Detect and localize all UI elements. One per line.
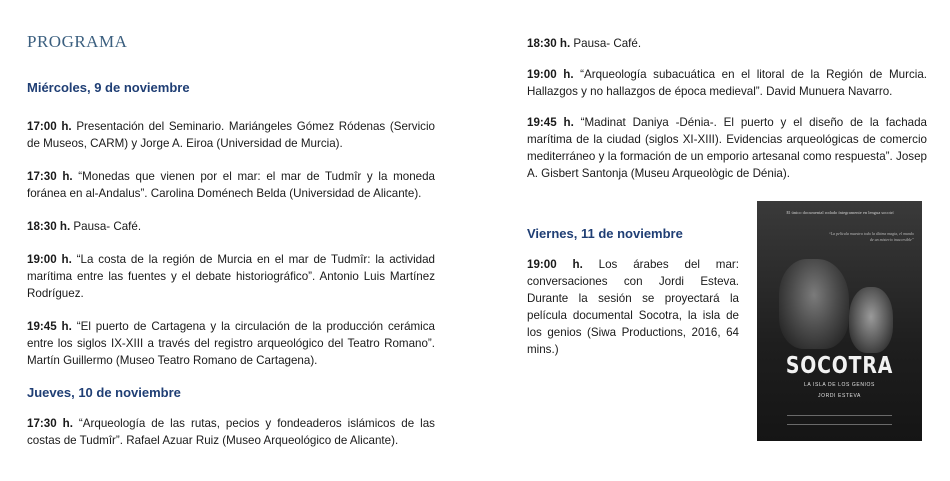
entry-text: Pausa- Café. [570,37,642,50]
entry-time: 18:30 h. [27,220,71,233]
program-entry [527,256,739,358]
entry-text: “Arqueología subacuática en el litoral de la Región de Murcia. Hallazgos y no hallazgos de época medieval”. David Munuera Navarro. [527,68,927,98]
entry-time: 19:00 h. [527,258,583,271]
poster-tagline: El único documental rodado íntegramente en lengua socotrí [786,210,894,215]
page-heading: PROGRAMA [27,32,128,51]
entry-time: 19:00 h. [27,253,72,266]
entry-time: 19:45 h. [527,116,574,129]
day-heading-thursday: Jueves, 10 de noviembre [27,385,181,400]
day-heading-friday: Viernes, 11 de noviembre [527,226,683,241]
entry-time: 17:30 h. [27,170,73,183]
entry-text: “El puerto de Cartagena y la circulación de la producción cerámica entre los siglos IX-XIII a través del registro arqueológico del Teatro Romano”. Martín Guillermo (Museo Teatro Romano de Cartagena). [27,320,435,367]
poster-quote: “La película muestra todo la última magia, el mundo de un misterio inaccesible” [828,231,914,242]
poster-photo-girl [849,287,893,353]
entry-text: Pausa- Café. [70,220,142,233]
program-entry [27,218,435,235]
entry-time: 18:30 h. [527,37,571,50]
entry-time: 19:45 h. [27,320,72,333]
poster-photo-man [779,259,849,349]
entry-text: “Madinat Daniya -Dénia-. El puerto y el diseño de la fachada marítima de la ciudad (siglos XI-XIII). Evidencias arqueológicas de comercio mediterráneo y la formación de un emporio artesanal como respuesta”. Josep A. Gisbert Santonja (Museu Arqueològic de Dénia). [527,116,927,180]
entry-text: “Monedas que vienen por el mar: el mar de Tudmîr y la moneda foránea en al-Andalus”. Carolina Doménech Belda (Universidad de Alicante). [27,170,435,200]
program-entry [27,168,435,202]
poster-title: SOCOTRA [785,353,894,379]
program-entry [27,415,435,449]
program-entry [27,251,435,302]
entry-text: Los árabes del mar: conversaciones con Jordi Esteva. Durante la sesión se proyectará la película documental Socotra, la isla de los genios (Siwa Productions, 2016, 64 mins.) [527,258,739,356]
entry-text: “La costa de la región de Murcia en el mar de Tudmîr: la actividad marítima entre las fuentes y el debate historiográfico”. Antonio Luis Martínez Rodríguez. [27,253,435,300]
entry-time: 19:00 h. [527,68,574,81]
program-entry [527,35,927,52]
program-entry [27,118,435,152]
film-poster [757,201,922,441]
program-entry [527,66,927,100]
day-heading-wednesday: Miércoles, 9 de noviembre [27,80,190,95]
poster-director: JORDI ESTEVA [818,393,861,399]
entry-time: 17:00 h. [27,120,72,133]
entry-text: “Arqueología de las rutas, pecios y fondeaderos islámicos de las costas de Tudmîr”. Rafael Azuar Ruiz (Museo Arqueológico de Alicante). [27,417,435,447]
program-entry [27,318,435,369]
poster-subtitle: LA ISLA DE LOS GENIOS [804,382,875,388]
entry-text: Presentación del Seminario. Mariángeles Gómez Ródenas (Servicio de Museos, CARM) y Jorge A. Eiroa (Universidad de Murcia). [27,120,435,150]
entry-time: 17:30 h. [27,417,73,430]
program-entry [527,114,927,182]
program-left-column [27,80,435,449]
poster-credits-block [787,415,892,425]
